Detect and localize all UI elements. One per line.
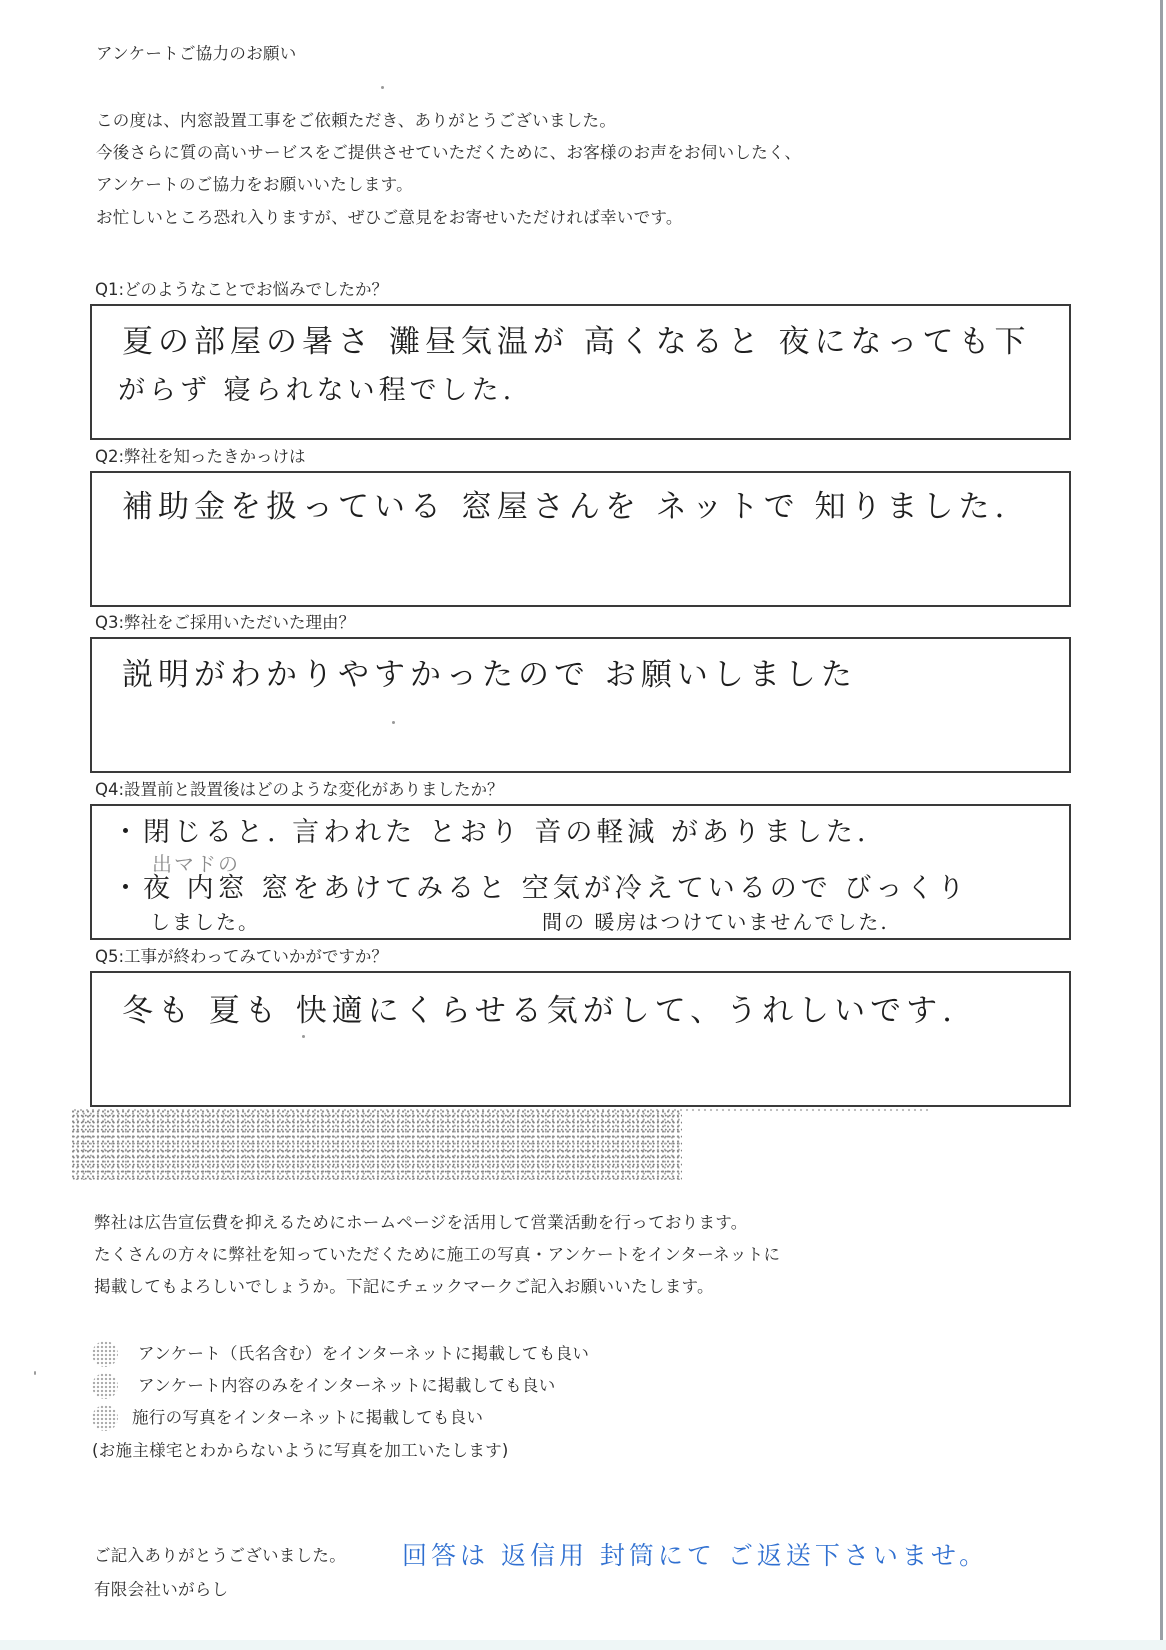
checkbox-redacted[interactable] <box>92 1341 118 1367</box>
question-label-q2: Q2:弊社を知ったきかっけは <box>95 447 306 466</box>
answer-box-q1[interactable] <box>90 304 1071 440</box>
handwritten-return-note: 回答は 返信用 封筒にて ご返送下さいませ。 <box>402 1541 989 1570</box>
answer-text: ・閉じると. 言われた とおり 音の軽減 がありました. <box>112 817 870 848</box>
consent-option-label: アンケート（氏名含む）をインターネットに掲載しても良い <box>138 1344 590 1363</box>
intro-line: 今後さらに質の高いサービスをご提供させていただくために、お客様のお声をお伺いしたく、 <box>96 143 802 162</box>
answer-text: 冬も 夏も 快適にくらせる気がして、うれしいです. <box>122 993 958 1029</box>
scan-speck <box>381 86 384 89</box>
intro-line: この度は、内窓設置工事をご依頼ただき、ありがとうございました。 <box>96 111 617 130</box>
question-label-q5: Q5:工事が終わってみていかがですか？ <box>95 947 388 966</box>
answer-text: しました。 <box>150 910 260 934</box>
consent-option-label: 施行の写真をインターネットに掲載しても良い <box>132 1408 484 1427</box>
answer-box-q3[interactable] <box>90 637 1071 773</box>
page-title: アンケートご協力のお願い <box>96 44 297 63</box>
question-label-q1: Q1:どのようなことでお悩みでしたか？ <box>95 280 389 299</box>
scan-speck <box>34 1371 36 1375</box>
scan-edge-right <box>1160 0 1163 1650</box>
consent-option-label: アンケート内容のみをインターネットに掲載しても良い <box>138 1376 556 1395</box>
answer-text: 夏の部屋の暑さ 灘昼気温が 高くなると 夜になっても下 <box>122 324 1031 360</box>
intro-line: お忙しいところ恐れ入りますが、ぜひご意見をお寄せいただければ幸いです。 <box>96 208 683 227</box>
intro-line: アンケートのご協力をお願いいたします。 <box>96 175 413 194</box>
checkbox-redacted[interactable] <box>92 1405 118 1431</box>
answer-text: がらず 寝られない程でした. <box>118 375 516 406</box>
answer-text: 間の 暖房はつけていませんでした. <box>542 910 889 934</box>
answer-text: ・夜 内窓 窓をあけてみると 空気が冷えているので びっくり <box>112 873 969 904</box>
thanks-text: ご記入ありがとうございました。 <box>94 1546 346 1565</box>
inline-annotation: 出マドの <box>152 852 240 876</box>
question-label-q4: Q4:設置前と設置後はどのような変化がありましたか？ <box>95 780 504 799</box>
company-name: 有限会社いがらし <box>94 1580 229 1599</box>
answer-box-q5[interactable] <box>90 971 1071 1107</box>
checkbox-redacted[interactable] <box>92 1373 118 1399</box>
publication-line: たくさんの方々に弊社を知っていただくために施工の写真・アンケートをインターネットに <box>94 1245 781 1264</box>
answer-box-q4[interactable] <box>90 804 1071 940</box>
scan-speck <box>302 1035 305 1038</box>
consent-note: (お施主様宅とわからないように写真を加工いたします) <box>92 1441 509 1460</box>
answer-box-q2[interactable] <box>90 471 1071 607</box>
publication-line: 弊社は広告宣伝費を抑えるためにホームページを活用して営業活動を行っております。 <box>94 1213 748 1232</box>
question-label-q3: Q3:弊社をご採用いただいた理由？ <box>95 613 356 632</box>
scan-speck <box>392 721 395 724</box>
redacted-customer-info <box>72 1110 682 1180</box>
publication-line: 掲載してもよろしいでしょうか。下記にチェックマークご記入お願いいたします。 <box>94 1277 714 1296</box>
scan-edge-bottom <box>0 1640 1166 1650</box>
answer-text: 説明がわかりやすかったので お願いしました <box>122 657 857 693</box>
answer-text: 補助金を扱っている 窓屋さんを ネットで 知りました. <box>122 489 1010 525</box>
